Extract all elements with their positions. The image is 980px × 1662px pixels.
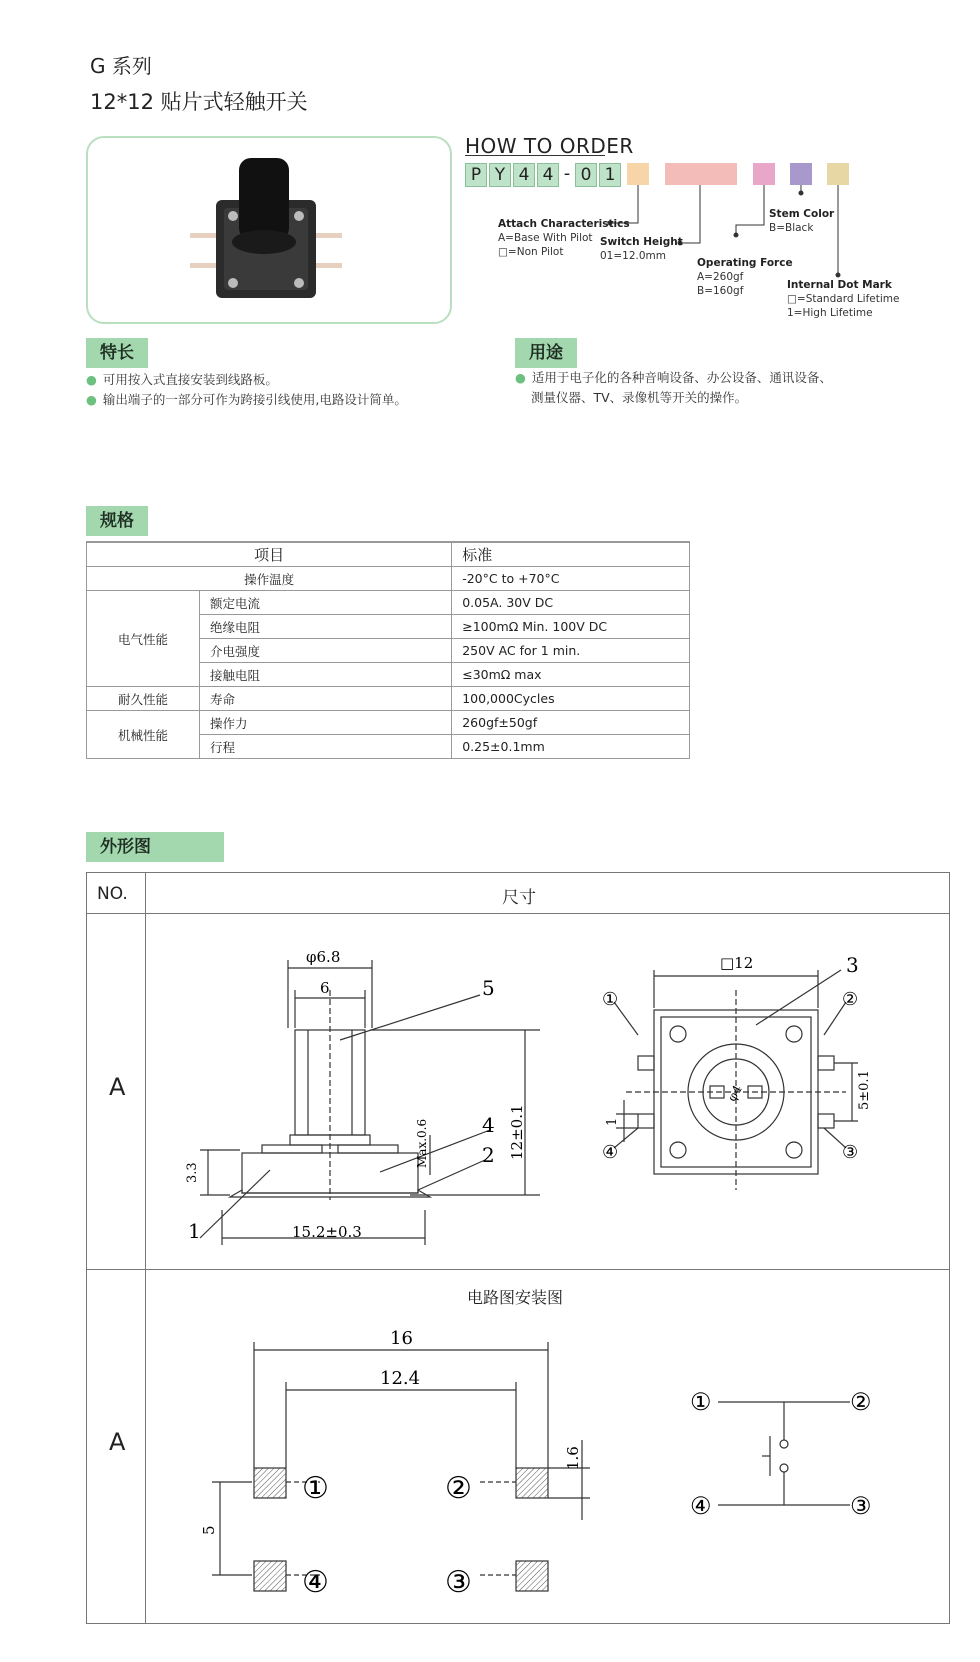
dim-label: Max.0.6: [415, 1118, 429, 1168]
dim-label: 1.6: [564, 1446, 582, 1470]
code-dash: -: [563, 163, 571, 184]
spec-cell: 行程: [200, 735, 452, 759]
dim-label: 15.2±0.3: [292, 1223, 362, 1241]
attach-a: A=Base With Pilot: [498, 232, 593, 244]
spec-cell: 介电强度: [200, 639, 452, 663]
spec-cell: 250V AC for 1 min.: [452, 639, 690, 663]
outline-row-divider: [87, 1269, 949, 1270]
series-label: G 系列: [90, 54, 152, 78]
attach-swatch: [627, 163, 649, 185]
list-item: ● 输出端子的一部分可作为跨接引线使用,电路设计简单。: [86, 392, 407, 407]
spec-cell: ≥100mΩ Min. 100V DC: [452, 615, 690, 639]
pin-label: ③: [842, 1142, 859, 1163]
spec-temp-value: -20°C to +70°C: [452, 567, 690, 591]
dot-title: Internal Dot Mark: [787, 279, 892, 291]
table-row: [87, 711, 690, 735]
height-swatch: [665, 163, 737, 185]
outline-row-divider: [87, 913, 949, 914]
dim-label: 12±0.1: [508, 1104, 526, 1160]
spec-group-electrical: 电气性能: [87, 591, 200, 687]
order-title: HOW TO ORDER: [465, 134, 634, 158]
part-number-label: 2: [482, 1143, 495, 1167]
pin-label: ②: [850, 1388, 872, 1416]
spec-tag: 规格: [86, 506, 148, 536]
dot-b: 1=High Lifetime: [787, 307, 873, 319]
attach-b: □=Non Pilot: [498, 246, 564, 258]
outline-no-header: NO.: [97, 884, 128, 904]
dim-label: 5±0.1: [857, 1070, 872, 1110]
features-tag: 特长: [86, 338, 148, 368]
pin-label: ④: [602, 1142, 619, 1163]
dim-label: 6: [320, 979, 330, 997]
pin-label: ③: [445, 1565, 472, 1600]
code-char: 0: [575, 163, 597, 187]
dim-label: φ4: [724, 1082, 745, 1104]
height-a: 01=12.0mm: [600, 250, 666, 262]
outline-row-label: A: [109, 1428, 126, 1456]
pin-label: ②: [445, 1471, 472, 1506]
spec-cell: 操作力: [200, 711, 452, 735]
dim-label: 12.4: [380, 1368, 421, 1389]
force-label: [697, 256, 793, 298]
stem-swatch: [790, 163, 812, 185]
usage-list: [515, 368, 832, 408]
order-title-underline: [465, 155, 605, 156]
stem-title: Stem Color: [769, 208, 835, 220]
pin-label: ③: [850, 1492, 872, 1520]
circuit-title: 电路图安装图: [467, 1288, 564, 1307]
spec-cell: 100,000Cycles: [452, 687, 690, 711]
spec-head-std: 标准: [452, 543, 690, 567]
spec-head-item: 项目: [87, 543, 452, 567]
spec-cell: 接触电阻: [200, 663, 452, 687]
table-row: [87, 543, 690, 567]
list-item: ● 可用按入式直接安装到线路板。: [86, 372, 278, 387]
spec-temp-label: 操作温度: [87, 567, 452, 591]
outline-tag: 外形图: [86, 832, 224, 862]
pin-label: ④: [690, 1492, 712, 1520]
pcb-layout-drawing: [190, 1320, 610, 1620]
order-code: [465, 163, 621, 187]
product-photo-frame: [86, 136, 452, 324]
product-title: 12*12 贴片式轻触开关: [90, 90, 308, 114]
stem-a: B=Black: [769, 222, 814, 234]
dot-a: □=Standard Lifetime: [787, 293, 900, 305]
dim-label: 3.3: [185, 1162, 200, 1183]
dim-label: 5: [200, 1525, 218, 1535]
spec-cell: 绝缘电阻: [200, 615, 452, 639]
code-char: Y: [489, 163, 511, 187]
code-char: 1: [599, 163, 621, 187]
spec-cell: 0.05A. 30V DC: [452, 591, 690, 615]
code-char: 4: [513, 163, 535, 187]
dot-swatch: [827, 163, 849, 185]
table-row: [87, 567, 690, 591]
part-number-label: 5: [482, 976, 495, 1000]
dim-label: □12: [720, 954, 754, 972]
list-item: ● 适用于电子化的各种音响设备、办公设备、通讯设备、: [515, 370, 832, 385]
spec-cell: ≤30mΩ max: [452, 663, 690, 687]
features-list: [86, 370, 407, 410]
table-row: [87, 687, 690, 711]
force-swatch: [753, 163, 775, 185]
spec-cell: 寿命: [200, 687, 452, 711]
pin-label: ④: [302, 1565, 329, 1600]
part-number-label: 1: [188, 1219, 201, 1243]
outline-dim-header: 尺寸: [502, 888, 536, 908]
table-row: [87, 591, 690, 615]
attach-title: Attach Characteristics: [498, 218, 630, 230]
pin-label: ①: [302, 1471, 329, 1506]
spec-cell: 0.25±0.1mm: [452, 735, 690, 759]
force-b: B=160gf: [697, 285, 744, 297]
height-title: Switch Height: [600, 236, 683, 248]
switch-product-image: [88, 138, 450, 322]
spec-table: [86, 542, 690, 759]
height-label: [600, 235, 683, 263]
usage-tag: 用途: [515, 338, 577, 368]
force-title: Operating Force: [697, 257, 793, 269]
list-item: 测量仪器、TV、录像机等开关的操作。: [531, 390, 748, 405]
spec-cell: 260gf±50gf: [452, 711, 690, 735]
pin-label: ②: [842, 989, 859, 1010]
outline-col-divider: [145, 873, 146, 1623]
top-view-drawing: [596, 950, 896, 1210]
code-char: P: [465, 163, 487, 187]
spec-group-mechanical: 机械性能: [87, 711, 200, 759]
stem-label: [769, 207, 834, 235]
dim-label: 1: [605, 1117, 620, 1126]
part-number-label: 3: [846, 953, 859, 977]
pin-label: ①: [690, 1388, 712, 1416]
code-char: 4: [537, 163, 559, 187]
circuit-diagram: [690, 1380, 880, 1520]
outline-row-label: A: [109, 1073, 126, 1101]
dim-label: φ6.8: [306, 948, 341, 966]
force-a: A=260gf: [697, 271, 744, 283]
part-number-label: 4: [482, 1113, 495, 1137]
spec-group-durability: 耐久性能: [87, 687, 200, 711]
side-view-drawing: [180, 940, 580, 1260]
dot-label: [787, 278, 899, 320]
dim-label: 16: [390, 1328, 413, 1349]
pin-label: ①: [602, 989, 619, 1010]
spec-cell: 额定电流: [200, 591, 452, 615]
